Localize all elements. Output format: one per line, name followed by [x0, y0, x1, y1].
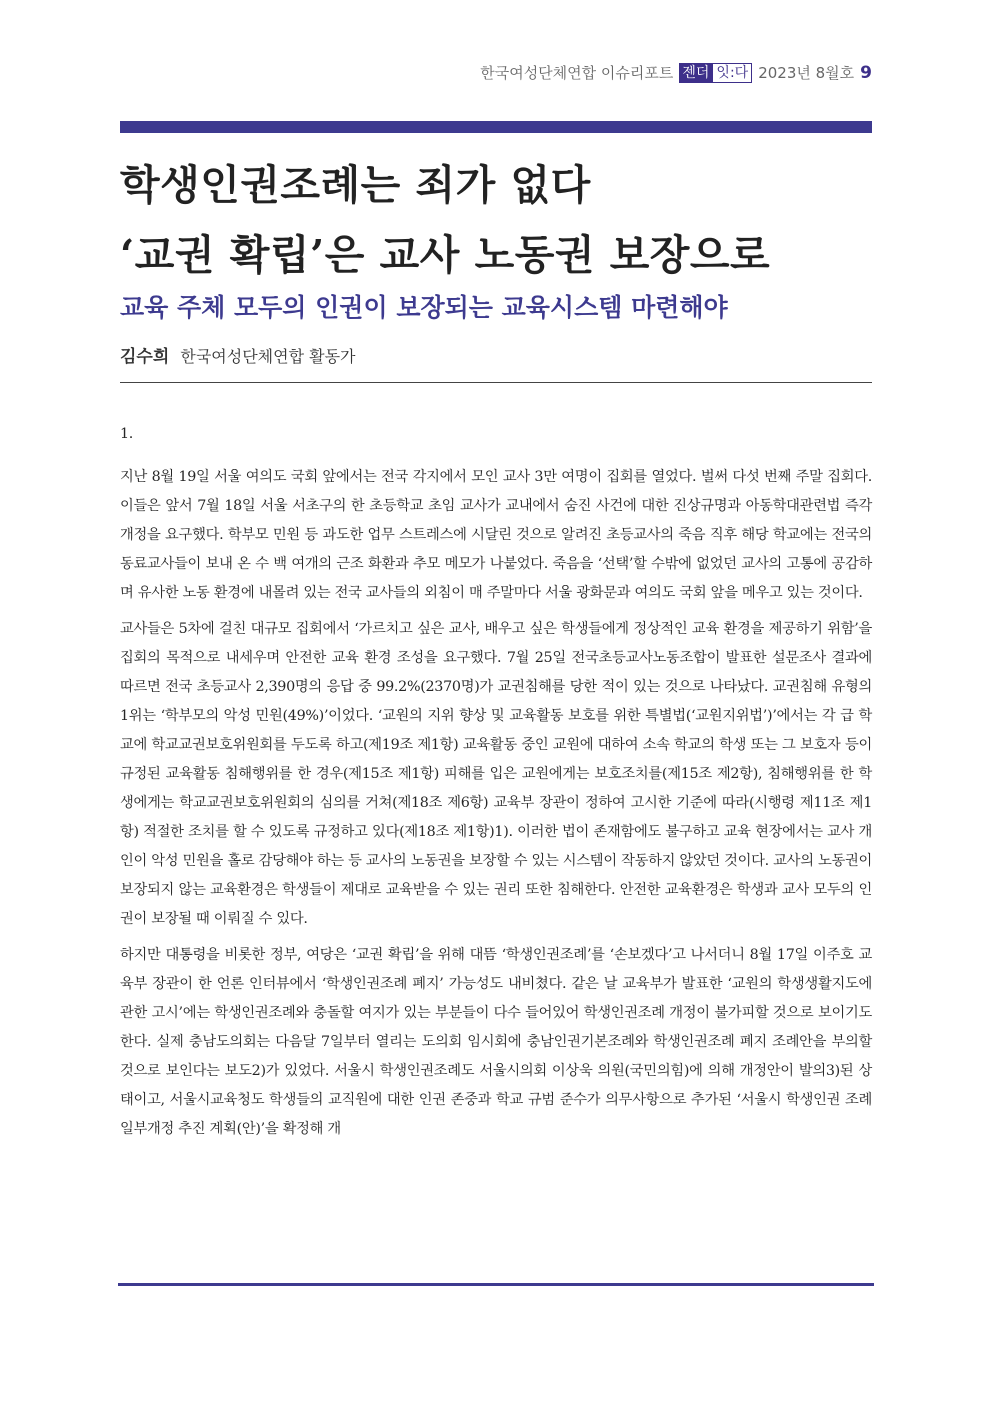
logo-part-2: 잇:다	[712, 63, 752, 83]
issue-date: 2023년 8월호	[758, 64, 855, 82]
author-name: 김수희	[120, 347, 170, 367]
page-number: 9	[860, 62, 872, 83]
author-byline	[120, 342, 355, 367]
article-title-line-2: ‘교권 확립’은 교사 노동권 보장으로	[120, 231, 771, 279]
author-role: 한국여성단체연합 활동가	[180, 347, 356, 366]
section-number: 1.	[120, 426, 134, 442]
running-header	[480, 62, 872, 83]
paragraph-1: 지난 8월 19일 서울 여의도 국회 앞에서는 전국 각지에서 모인 교사 3만 여명이 집회를 열었다. 벌써 다섯 번째 주말 집회다. 이들은 앞서 7월 18일 서울 서초구의 한 초등학교 초임 교사가 교내에서 숨진 사건에 대한 진상규명과 아동학대관련법 즉각 개정을 요구했다. 학부모 민원 등 과도한 업무 스트레스에 시달린 것으로 알려진 초등교사의 죽음 직후 해당 학교에는 전국의 동료교사들이 보내 온 수 백 여개의 근조 화환과 추모 메모가 나붙었다. 죽음을 ‘선택’할 수밖에 없었던 교사의 고통에 공감하며 유사한 노동 환경에 내몰려 있는 전국 교사들의 외침이 매 주말마다 서울 광화문과 여의도 국회 앞을 메우고 있는 것이다.	[120, 469, 872, 601]
paragraph-2: 교사들은 5차에 걸친 대규모 집회에서 ‘가르치고 싶은 교사, 배우고 싶은 학생들에게 정상적인 교육 환경을 제공하기 위함’을 집회의 목적으로 내세우며 안전한 교육 환경 조성을 요구했다. 7월 25일 전국초등교사노동조합이 발표한 설문조사 결과에 따르면 전국 초등교사 2,390명의 응답 중 99.2%(2370명)가 교권침해를 당한 적이 있는 것으로 나타났다. 교권침해 유형의 1위는 ‘학부모의 악성 민원(49%)’이었다. ‘교원의 지위 향상 및 교육활동 보호를 위한 특별법(‘교원지위법’)’에서는 각 급 학교에 학교교권보호위원회를 두도록 하고(제19조 제1항) 교육활동 중인 교원에 대하여 소속 학교의 학생 또는 그 보호자 등이 규정된 교육활동 침해행위를 한 경우(제15조 제1항) 피해를 입은 교원에게는 보호조치를(제15조 제2항), 침해행위를 한 학생에게는 학교교권보호위원회의 심의를 거쳐(제18조 제6항) 교육부 장관이 정하여 고시한 기준에 따라(시행령 제11조 제1항) 적절한 조치를 할 수 있도록 규정하고 있다(제18조 제1항)1). 이러한 법이 존재함에도 불구하고 교육 현장에서는 교사 개인이 악성 민원을 홀로 감당해야 하는 등 교사의 노동권을 보장할 수 있는 시스템이 작동하지 않았던 것이다. 교사의 노동권이 보장되지 않는 교육환경은 학생들이 제대로 교육받을 수 있는 권리 또한 침해한다. 안전한 교육환경은 학생과 교사 모두의 인권이 보장될 때 이뤄질 수 있다.	[120, 621, 872, 927]
bottom-divider	[118, 1283, 874, 1286]
logo-part-1: 젠더	[679, 63, 712, 83]
report-series-name: 한국여성단체연합 이슈리포트	[480, 64, 674, 82]
top-accent-bar	[120, 121, 872, 133]
title-divider	[120, 382, 872, 383]
paragraph-3: 하지만 대통령을 비롯한 정부, 여당은 ‘교권 확립’을 위해 대뜸 ‘학생인권조례’를 ‘손보겠다’고 나서더니 8월 17일 이주호 교육부 장관이 한 언론 인터뷰에서 ‘학생인권조례 폐지’ 가능성도 내비쳤다. 같은 날 교육부가 발표한 ‘교원의 학생생활지도에 관한 고시’에는 학생인권조례와 충돌할 여지가 있는 부분들이 다수 들어있어 학생인권조례 개정이 불가피할 것으로 보이기도 한다. 실제 충남도의회는 다음달 7일부터 열리는 도의회 임시회에 충남인권기본조례와 학생인권조례 폐지 조례안을 부의할 것으로 보인다는 보도2)가 있었다. 서울시 학생인권조례도 서울시의회 이상욱 의원(국민의힘)에 의해 개정안이 발의3)된 상태이고, 서울시교육청도 학생들의 교직원에 대한 인권 존중과 학교 규범 준수가 의무사항으로 추가된 ‘서울시 학생인권 조례 일부개정 추진 계획(안)’을 확정해 개	[120, 947, 872, 1137]
article-subtitle: 교육 주체 모두의 인권이 보장되는 교육시스템 마련해야	[120, 293, 728, 322]
gender-itda-logo	[679, 63, 752, 83]
article-title-line-1: 학생인권조례는 죄가 없다	[120, 161, 591, 209]
article-body	[120, 420, 872, 1151]
